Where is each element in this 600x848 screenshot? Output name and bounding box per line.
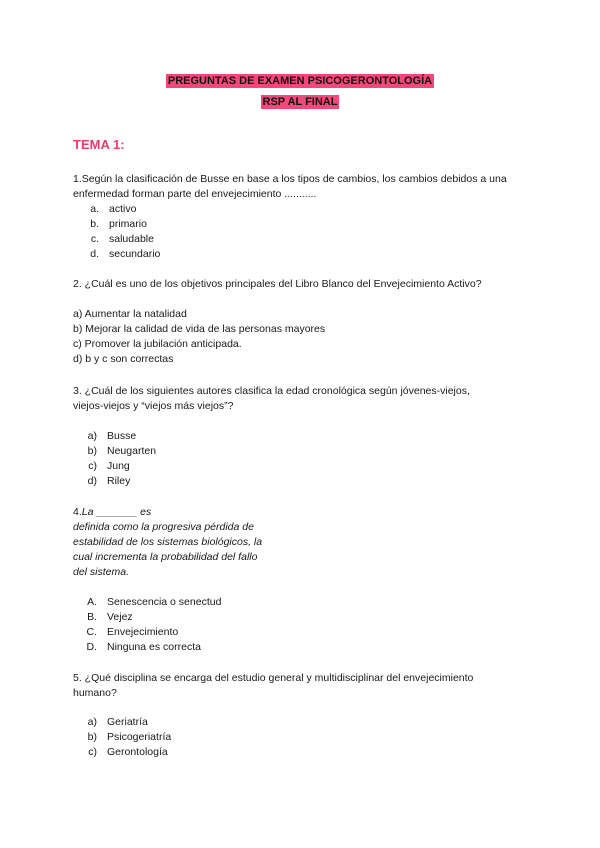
option-item: a) Busse	[87, 430, 137, 442]
question-4-line-1: 4.La _______ es	[73, 506, 152, 518]
question-4-line-3: estabilidad de los sistemas biológicos, la	[73, 536, 263, 548]
option-item: b) Psicogeriatría	[87, 731, 172, 743]
option-item: d) b y c son correctas	[73, 353, 174, 365]
option-item: b) Neugarten	[87, 445, 157, 457]
option-item: b) Mejorar la calidad de vida de las personas mayores	[73, 323, 326, 335]
question-3-options	[73, 429, 533, 489]
subtitle-row	[0, 96, 600, 108]
option-item: a) Aumentar la natalidad	[73, 308, 187, 320]
title-row	[0, 75, 600, 87]
question-3-line-1: 3. ¿Cuál de los siguientes autores clasifica la edad cronológica según jóvenes-viejos,	[73, 385, 470, 397]
question-1-options	[73, 202, 533, 262]
question-4	[73, 505, 313, 580]
page-title: PREGUNTAS DE EXAMEN PSICOGERONTOLOGÍA	[167, 75, 433, 87]
page-subtitle: RSP AL FINAL	[262, 96, 338, 108]
option-item: c) Gerontología	[88, 746, 168, 758]
option-item: a. activo	[90, 203, 137, 215]
question-4-line-5: del sistema.	[73, 566, 130, 578]
question-4-line-2: definida como la progresiva pérdida de	[73, 521, 254, 533]
option-item: d. secundario	[90, 248, 161, 260]
section-heading: TEMA 1:	[73, 137, 125, 152]
option-item: a) Geriatría	[87, 716, 148, 728]
option-item: A. Senescencia o senectud	[87, 596, 222, 608]
option-item: D. Ninguna es correcta	[86, 641, 201, 653]
question-5-options	[73, 715, 533, 760]
option-item: c) Jung	[88, 460, 130, 472]
question-5-line-1: 5. ¿Qué disciplina se encarga del estudio general y multidisciplinar del envejecimiento	[73, 672, 474, 684]
question-2-text: 2. ¿Cuál es uno de los objetivos principales del Libro Blanco del Envejecimiento Activo?	[73, 278, 482, 290]
question-4-line-4: cual incrementa la probabilidad del fallo	[73, 551, 258, 563]
option-item: c. saludable	[90, 233, 154, 245]
question-1	[73, 172, 533, 262]
question-3	[73, 384, 533, 414]
question-5-line-2: humano?	[73, 687, 117, 699]
question-5	[73, 671, 533, 701]
option-item: B. Vejez	[87, 611, 133, 623]
question-3-line-2: viejos-viejos y “viejos más viejos”?	[73, 400, 234, 412]
option-item: C. Envejecimiento	[86, 626, 179, 638]
question-1-line-1: 1.Según la clasificación de Busse en base a los tipos de cambios, los cambios debidos a una	[73, 173, 507, 185]
question-2	[73, 277, 533, 292]
question-1-line-2: enfermedad forman parte del envejecimiento ...........	[73, 188, 317, 200]
option-item: b. primario	[90, 218, 147, 230]
option-item: d) Riley	[87, 475, 131, 487]
option-item: c) Promover la jubilación anticipada.	[73, 338, 242, 350]
question-4-options	[73, 595, 533, 655]
question-2-options	[73, 307, 533, 367]
